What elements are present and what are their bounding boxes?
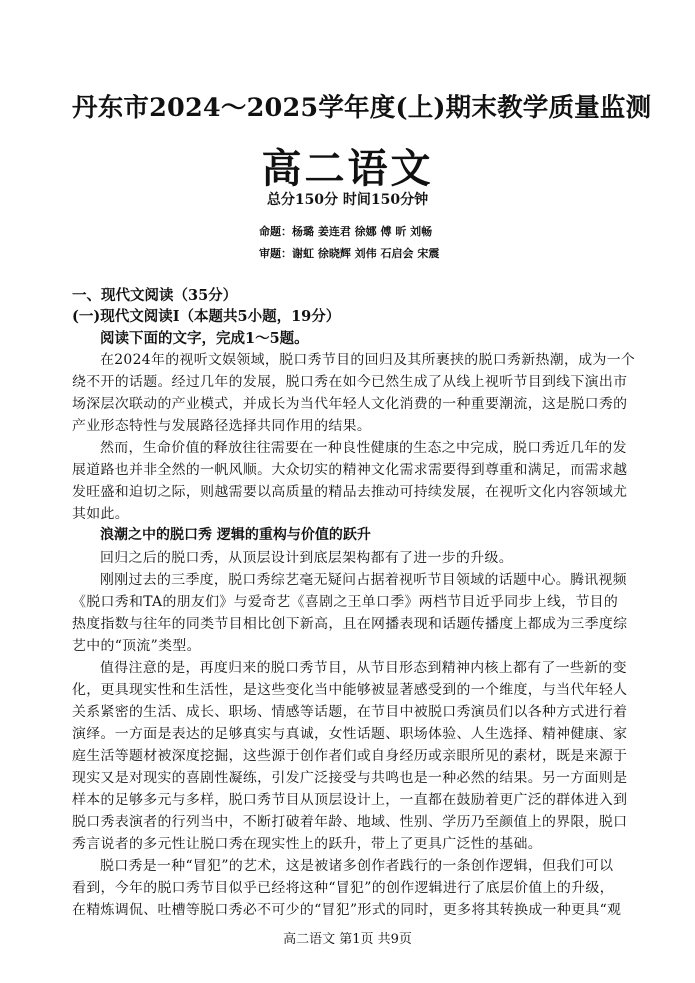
score-time: 总分150分 时间150分钟 <box>266 192 429 208</box>
body-line: 热度指数与往年的同类节目相比创下新高，且在网播表现和话题传播度上都成为三季度综 <box>72 616 628 632</box>
body-line: 关系紧密的生活、成长、职场、情感等话题，在节目中被脱口秀演员们以各种方式进行着 <box>72 704 628 720</box>
body-line: 回归之后的脱口秀，从顶层设计到底层架构都有了进一步的升级。 <box>100 550 513 566</box>
body-line: 值得注意的是，再度归来的脱口秀节目，从节目形态到精神内核上都有了一些新的变 <box>100 660 627 676</box>
body-line: 刚刚过去的三季度，脱口秀综艺毫无疑问占据着视听节目领域的话题中心。腾讯视频 <box>100 572 627 588</box>
body-line: 在精炼调侃、吐槽等脱口秀必不可少的“冒犯”形式的同时，更多将其转换成一种更具“观 <box>72 902 622 918</box>
instruction: 阅读下面的文字，完成1～5题。 <box>100 330 309 347</box>
body-line: 在2024年的视听文娱领域，脱口秀节目的回归及其所裹挟的脱口秀新热潮，成为一个 <box>100 352 636 368</box>
body-line: 样本的足够多元与多样，脱口秀节目从顶层设计上，一直都在鼓励着更广泛的群体进入到 <box>72 792 628 808</box>
body-line: 脱口秀表演者的行列当中，不断打破着年龄、地域、性别、学历乃至颜值上的界限，脱口 <box>72 814 628 830</box>
body-line: 发旺盛和迫切之际，则越需要以高质量的精品去推动可持续发展，在视听文化内容领域尤 <box>72 484 628 500</box>
body-line: 绕不开的话题。经过几年的发展，脱口秀在如今已然生成了从线上视听节目到线下演出市 <box>72 374 628 390</box>
body-line: 艺中的“顶流”类型。 <box>72 638 201 654</box>
body-line: 看到，今年的脱口秀节目似乎已经将这种“冒犯”的创作逻辑进行了底层价值上的升级， <box>72 880 614 896</box>
body-line: 其如此。 <box>72 506 129 522</box>
body-line: 脱口秀是一种“冒犯”的艺术，这是被诸多创作者践行的一条创作逻辑，但我们可以 <box>100 858 614 874</box>
exam-title: 丹东市2024～2025学年度(上)期末教学质量监测 <box>72 93 652 123</box>
body-line: 演绎。一方面是表达的足够真实与真诚，女性话题、职场体验、人生选择、精神健康、家 <box>72 726 628 742</box>
body-line: 展道路也并非全然的一帆风顺。大众切实的精神文化需求需要得到尊重和满足，而需求越 <box>72 462 628 478</box>
proposers: 命题：杨璐 姜连君 徐娜 傅 昕 刘畅 <box>259 225 433 238</box>
subsection-heading: (一)现代文阅读Ⅰ（本题共5小题，19分） <box>72 308 341 325</box>
page-footer: 高二语文 第1页 共9页 <box>283 932 412 947</box>
body-line: 然而，生命价值的释放往往需要在一种良性健康的生态之中完成，脱口秀近几年的发 <box>100 440 627 456</box>
body-line: 现实又是对现实的喜剧性凝练，引发广泛接受与共鸣也是一种必然的结果。另一方面则是 <box>72 770 628 786</box>
reviewers: 审题：谢虹 徐晓辉 刘伟 石启会 宋震 <box>259 247 440 260</box>
body-line: 产业形态特性与发展路径选择共同作用的结果。 <box>72 418 372 434</box>
section-heading: 一、现代文阅读（35分） <box>72 287 238 304</box>
subject-title: 高二语文 <box>261 145 434 192</box>
body-line: 场深层次联动的产业模式，并成长为当代年轻人文化消费的一种重要潮流，这是脱口秀的 <box>72 396 628 412</box>
body-line: 化，更具现实性和生活性，是这些变化当中能够被显著感受到的一个维度，与当代年轻人 <box>72 682 628 698</box>
body-line: 秀言说者的多元性让脱口秀在现实性上的跃升，带上了更具广泛性的基础。 <box>72 836 542 852</box>
article-subheading: 浪潮之中的脱口秀 逻辑的重构与价值的跃升 <box>100 527 371 543</box>
body-line: 庭生活等题材被深度挖掘，这些源于创作者们或自身经历或亲眼所见的素材，既是来源于 <box>72 748 628 764</box>
body-line: 《脱口秀和TA的朋友们》与爱奇艺《喜剧之王单口季》两档节目近乎同步上线，节目的 <box>72 594 619 610</box>
